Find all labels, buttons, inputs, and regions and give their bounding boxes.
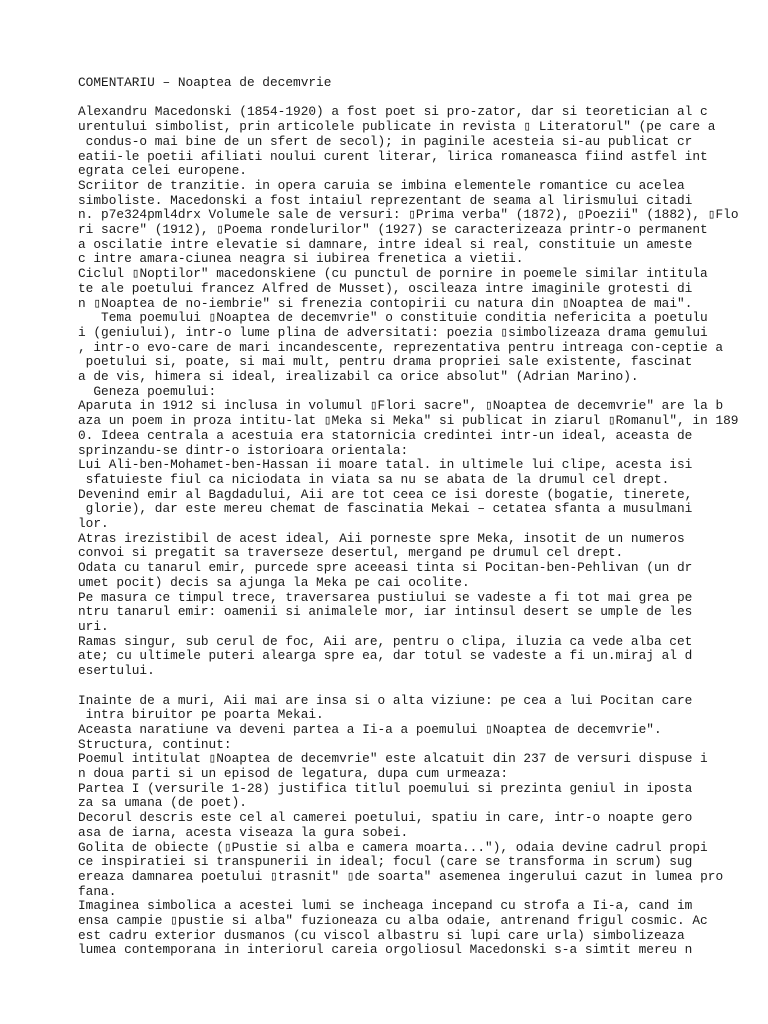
text-line: egrata celei europene. bbox=[78, 163, 247, 179]
text-line: sfatuieste fiul ca niciodata in viata sa nu se abata de la drumul cel drept. bbox=[78, 471, 670, 487]
text-line: glorie), dar este mereu chemat de fascinatia Mekai – cetatea sfanta a musulmani bbox=[78, 501, 693, 517]
text-line: i (geniului), intr-o lume plina de adversitati: poezia ▯simbolizeaza drama gemului bbox=[78, 324, 708, 340]
text-line: Structura, continut: bbox=[78, 736, 232, 752]
paragraph-block-1 bbox=[78, 105, 764, 678]
text-line: sprinzandu-se dintr-o istorioara orientala: bbox=[78, 442, 409, 458]
text-line: n. p7e324pml4drx Volumele sale de versuri: ▯Prima verba" (1872), ▯Poezii" (1882), ▯Flo bbox=[78, 207, 739, 223]
text-line: esertului. bbox=[78, 663, 155, 679]
text-line: Aparuta in 1912 si inclusa in volumul ▯Flori sacre", ▯Noaptea de decemvrie" are la b bbox=[78, 398, 724, 414]
text-line: Devenind emir al Bagdadului, Aii are tot ceea ce isi doreste (bogatie, tinerete, bbox=[78, 486, 693, 502]
text-line: uri. bbox=[78, 619, 109, 634]
text-line: convoi si pregatit sa traverseze desertul, mergand pe drumul cel drept. bbox=[78, 545, 624, 561]
text-line: intra biruitor pe poarta Mekai. bbox=[78, 707, 324, 723]
text-line: Alexandru Macedonski (1854-1920) a fost poet si pro-zator, dar si teoretician al c bbox=[78, 104, 708, 120]
document-page bbox=[78, 76, 764, 958]
text-line: asa de iarna, acesta viseaza la gura sobei. bbox=[78, 824, 409, 840]
blank-line bbox=[78, 679, 764, 694]
text-line: condus-o mai bine de un sfert de secol); in paginile acesteia si-au publicat cr bbox=[78, 133, 693, 149]
text-line: Imaginea simbolica a acestei lumi se incheaga incepand cu strofa a Ii-a, cand im bbox=[78, 898, 693, 914]
text-line: ce inspiratiei si transpunerii in ideal; focul (care se transforma in scrum) sug bbox=[78, 854, 693, 870]
text-line: Tema poemului ▯Noaptea de decemvrie" o constituie conditia nefericita a poetulu bbox=[78, 310, 708, 326]
text-line: Atras irezistibil de acest ideal, Aii porneste spre Meka, insotit de un numeros bbox=[78, 530, 685, 546]
text-line: Aceasta naratiune va deveni partea a Ii-a a poemului ▯Noaptea de decemvrie". bbox=[78, 721, 662, 737]
text-line: lumea contemporana in interiorul careia orgoliosul Macedonski s-a simtit mereu n bbox=[78, 942, 693, 958]
text-line: 0. Ideea centrala a acestuia era statornicia credintei intr-un ideal, aceasta de bbox=[78, 427, 693, 443]
text-line: simboliste. Macedonski a fost intaiul reprezentant de seama al lirismului citadi bbox=[78, 192, 693, 208]
text-line: Geneza poemului: bbox=[78, 383, 217, 399]
text-line: poetului si, poate, si mai mult, pentru drama propriei sale existente, fascinat bbox=[78, 354, 693, 370]
document-title: COMENTARIU – Noaptea de decemvrie bbox=[78, 75, 332, 90]
text-line: za sa umana (de poet). bbox=[78, 795, 247, 811]
text-line: est cadru exterior dusmanos (cu viscol albastru si lupi care urla) simbolizeaza bbox=[78, 927, 685, 943]
text-line: ntru tanarul emir: oamenii si animalele mor, iar intinsul desert se umple de les bbox=[78, 604, 693, 620]
text-line: Lui Ali-ben-Mohamet-ben-Hassan ii moare tatal. in ultimele lui clipe, acesta isi bbox=[78, 457, 693, 473]
text-line: aza un poem in proza intitu-lat ▯Meka si Meka" si publicat in ziarul ▯Romanul", in 189 bbox=[78, 413, 739, 429]
text-line: Poemul intitulat ▯Noaptea de decemvrie" este alcatuit din 237 de versuri dispuse i bbox=[78, 751, 708, 767]
text-line: , intr-o evo-care de mari incandescente, reprezentativa pentru intreaga con-ceptie a bbox=[78, 339, 724, 355]
text-line: Ramas singur, sub cerul de foc, Aii are, pentru o clipa, iluzia ca vede alba cet bbox=[78, 633, 693, 649]
text-line: ri sacre" (1912), ▯Poema rondelurilor" (1927) se caracterizeaza printr-o permanent bbox=[78, 222, 708, 238]
text-line: Ciclul ▯Noptilor" macedonskiene (cu punctul de pornire in poemele similar intitula bbox=[78, 266, 708, 282]
text-line: n ▯Noaptea de no-iembrie" si frenezia contopirii cu natura din ▯Noaptea de mai". bbox=[78, 295, 693, 311]
text-line: te ale poetului francez Alfred de Musset), oscileaza intre imaginile grotesti di bbox=[78, 280, 693, 296]
text-line: fana. bbox=[78, 883, 117, 899]
text-line: Pe masura ce timpul trece, traversarea pustiului se vadeste a fi tot mai grea pe bbox=[78, 589, 693, 605]
text-line: urentului simbolist, prin articolele publicate in revista ▯ Literatorul" (pe care a bbox=[78, 119, 716, 135]
text-line: ate; cu ultimele puteri alearga spre ea, dar totul se vadeste a fi un.miraj al d bbox=[78, 648, 693, 664]
text-line: ereaza damnarea poetului ▯trasnit" ▯de soarta" asemenea ingerului cazut in lumea pro bbox=[78, 868, 724, 884]
text-line: Golita de obiecte (▯Pustie si alba e camera moarta..."), odaia devine cadrul propi bbox=[78, 839, 708, 855]
text-line: lor. bbox=[78, 516, 109, 532]
text-line: Partea I (versurile 1-28) justifica titlul poemului si prezinta geniul in iposta bbox=[78, 780, 693, 796]
text-line: c intre amara-ciunea neagra si iubirea frenetica a vietii. bbox=[78, 251, 524, 267]
paragraph-block-2 bbox=[78, 694, 764, 959]
text-line: n doua parti si un episod de legatura, dupa cum urmeaza: bbox=[78, 766, 509, 782]
text-line: a de vis, himera si ideal, irealizabil ca orice absolut" (Adrian Marino). bbox=[78, 369, 639, 385]
text-line: Scriitor de tranzitie. in opera caruia se imbina elementele romantice cu acelea bbox=[78, 177, 685, 193]
text-line: Inainte de a muri, Aii mai are insa si o alta viziune: pe cea a lui Pocitan care bbox=[78, 692, 693, 708]
text-line: umet pocit) decis sa ajunga la Meka pe cai ocolite. bbox=[78, 574, 470, 590]
text-line: ensa campie ▯pustie si alba" fuzioneaza cu alba odaie, antrenand frigul cosmic. Ac bbox=[78, 913, 708, 929]
text-line: a oscilatie intre elevatie si damnare, intre ideal si real, constituie un ameste bbox=[78, 236, 693, 252]
text-line: Odata cu tanarul emir, purcede spre aceeasi tinta si Pocitan-ben-Pehlivan (un dr bbox=[78, 560, 693, 576]
text-line: eatii-le poetii afiliati noului curent literar, lirica romaneasca fiind astfel int bbox=[78, 148, 708, 164]
text-line: Decorul descris este cel al camerei poetului, spatiu in care, intr-o noapte gero bbox=[78, 810, 693, 826]
